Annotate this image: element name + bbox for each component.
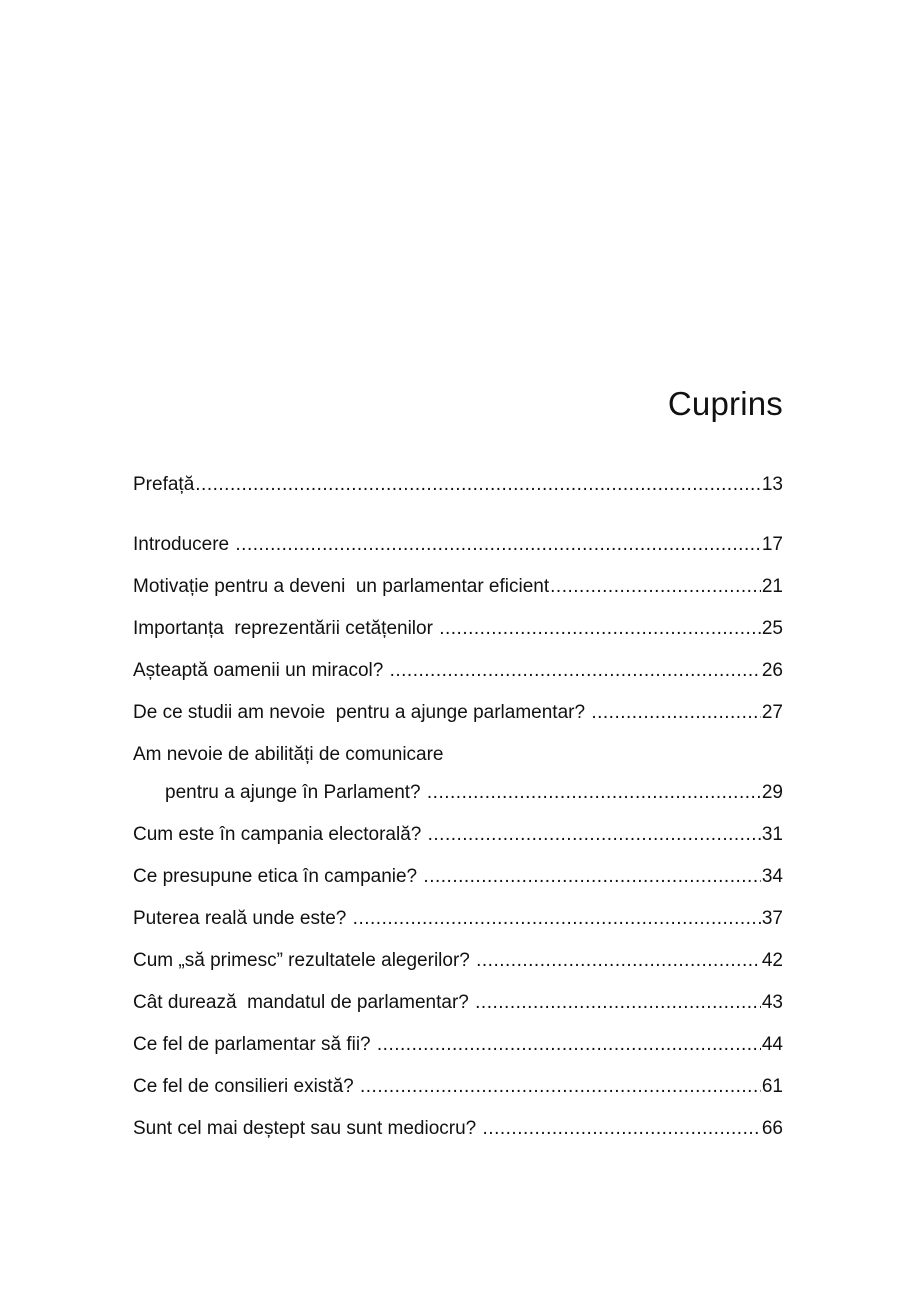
toc-page-number: 26 <box>761 660 783 681</box>
dot-leader <box>427 778 761 808</box>
toc-page-number: 31 <box>761 824 783 845</box>
toc-page-number: 21 <box>761 576 783 597</box>
toc-page-number: 42 <box>761 950 783 971</box>
dot-leader <box>439 614 761 644</box>
toc-entry-title: Motivație pentru a deveni un parlamentar eficient <box>133 576 550 597</box>
toc-entry-title: Sunt cel mai deștept sau sunt mediocru? <box>133 1118 482 1139</box>
toc-entry[interactable] <box>133 1072 783 1114</box>
toc-page-number: 25 <box>761 618 783 639</box>
toc-entry-title: De ce studii am nevoie pentru a ajunge parlamentar? <box>133 702 591 723</box>
dot-leader <box>390 656 761 686</box>
toc-page-number: 34 <box>761 866 783 887</box>
dot-leader <box>235 530 760 560</box>
toc-entry[interactable] <box>133 1114 783 1156</box>
toc-entry-title: Ce presupune etica în campanie? <box>133 866 423 887</box>
page-title: Cuprins <box>667 385 783 422</box>
table-of-contents <box>133 470 783 1156</box>
toc-entry-title: Cum este în campania electorală? <box>133 824 427 845</box>
dot-leader <box>423 862 760 892</box>
dot-leader <box>360 1072 761 1102</box>
dot-leader <box>353 904 761 934</box>
toc-entry-title: Ce fel de consilieri există? <box>133 1076 359 1097</box>
toc-page-number: 61 <box>761 1076 783 1097</box>
toc-page-number: 27 <box>761 702 783 723</box>
toc-entry-title: Cum „să primesc” rezultatele alegerilor? <box>133 950 476 971</box>
dot-leader <box>483 1114 761 1144</box>
dot-leader <box>428 820 761 850</box>
toc-entry-title: Importanța reprezentării cetățenilor <box>133 618 439 639</box>
toc-entry[interactable] <box>133 572 783 614</box>
toc-entry-title: Prefață <box>133 474 195 495</box>
dot-leader <box>591 698 761 728</box>
toc-entry[interactable] <box>133 740 783 820</box>
toc-entry[interactable] <box>133 470 783 530</box>
toc-entry[interactable] <box>133 862 783 904</box>
toc-entry-title: Introducere <box>133 534 235 555</box>
toc-entry[interactable] <box>133 656 783 698</box>
toc-entry[interactable] <box>133 988 783 1030</box>
toc-entry[interactable] <box>133 946 783 988</box>
toc-entry-title: Am nevoie de abilități de comunicare <box>133 744 444 765</box>
toc-entry-title-continued: pentru a ajunge în Parlament? <box>165 782 426 803</box>
toc-page-number: 44 <box>761 1034 783 1055</box>
dot-leader <box>195 470 761 500</box>
toc-entry-title: Cât durează mandatul de parlamentar? <box>133 992 475 1013</box>
toc-entry[interactable] <box>133 1030 783 1072</box>
toc-entry[interactable] <box>133 530 783 572</box>
dot-leader <box>475 988 761 1018</box>
toc-entry-title: Ce fel de parlamentar să fii? <box>133 1034 376 1055</box>
toc-entry-title: Puterea reală unde este? <box>133 908 352 929</box>
dot-leader <box>550 572 761 602</box>
toc-entry[interactable] <box>133 820 783 862</box>
toc-page-number: 43 <box>761 992 783 1013</box>
toc-entry[interactable] <box>133 698 783 740</box>
toc-page-number: 17 <box>761 534 783 555</box>
toc-entry[interactable] <box>133 904 783 946</box>
toc-page-number: 29 <box>761 782 783 803</box>
toc-page-number: 37 <box>761 908 783 929</box>
toc-page-number: 66 <box>761 1118 783 1139</box>
toc-page-number: 13 <box>761 474 783 495</box>
dot-leader <box>476 946 761 976</box>
dot-leader <box>377 1030 761 1060</box>
toc-entry-title: Așteaptă oamenii un miracol? <box>133 660 389 681</box>
toc-entry[interactable] <box>133 614 783 656</box>
